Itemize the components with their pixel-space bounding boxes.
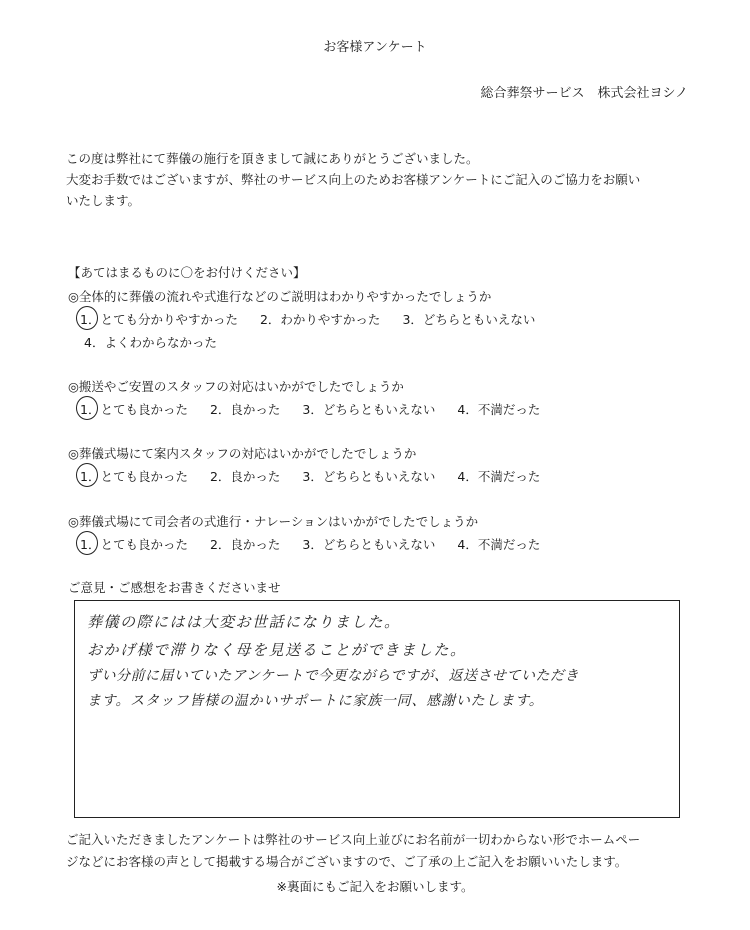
question-3-option-3[interactable]: 3．どちらともいえない <box>302 469 436 484</box>
question-2-option-1[interactable]: 1．とても良かった <box>80 400 188 418</box>
intro-line-2: 大変お手数ではございますが、弊社のサービス向上のためお客様アンケートにご記入のご協力をお願い <box>66 172 641 187</box>
question-1-option-4[interactable]: 4．よくわからなかった <box>84 335 217 350</box>
page-title: お客様アンケート <box>323 40 427 55</box>
question-1-option-2[interactable]: 2．わかりやすかった <box>259 312 381 327</box>
question-2-option-2[interactable]: 2．良かった <box>209 402 281 417</box>
selected-circle-mark <box>76 531 98 555</box>
footnote: ※裏面にもご記入をお願いします。 <box>276 879 474 894</box>
question-2-options <box>80 400 562 418</box>
selected-circle-mark <box>76 306 98 330</box>
question-3-option-2[interactable]: 2．良かった <box>209 469 281 484</box>
selected-circle-mark <box>76 396 98 420</box>
question-4-option-4[interactable]: 4．不満だった <box>457 537 541 552</box>
instruction: 【あてはまるものに〇をお付けください】 <box>68 265 306 280</box>
handwritten-comment-line-1: 葬儀の際にはは大変お世話になりました。 <box>87 613 401 631</box>
question-3-option-1[interactable]: 1．とても良かった <box>80 467 188 485</box>
question-4-option-3[interactable]: 3．どちらともいえない <box>302 537 436 552</box>
comment-label: ご意見・ご感想をお書きくださいませ <box>68 580 281 595</box>
intro-line-3: いたします。 <box>66 193 141 208</box>
handwritten-comment-line-2: おかげ様で滞りなく母を見送ることができました。 <box>87 641 467 659</box>
question-1-option-1[interactable]: 1．とても分かりやすかった <box>80 310 238 328</box>
question-4-options <box>80 535 562 553</box>
company-name: 総合葬祭サービス 株式会社ヨシノ <box>480 86 688 101</box>
question-1-option-3[interactable]: 3．どちらともいえない <box>402 312 536 327</box>
handwritten-comment-line-3: ずい分前に届いていたアンケートで今更ながらですが、返送させていただき <box>87 668 580 684</box>
question-4-option-1[interactable]: 1．とても良かった <box>80 535 188 553</box>
question-1-options <box>80 310 557 328</box>
footer-line-2: ジなどにお客様の声として掲載する場合がございますので、ご了承の上ご記入をお願いいたします。 <box>66 854 628 869</box>
question-4-option-2[interactable]: 2．良かった <box>209 537 281 552</box>
question-2-option-3[interactable]: 3．どちらともいえない <box>302 402 436 417</box>
question-3-options <box>80 467 562 485</box>
question-2-option-4[interactable]: 4．不満だった <box>457 402 541 417</box>
intro-line-1: この度は弊社にて葬儀の施行を頂きまして誠にありがとうございました。 <box>66 151 479 166</box>
question-1: ◎全体的に葬儀の流れや式進行などのご説明はわかりやすかったでしょうか <box>68 289 492 304</box>
question-2: ◎搬送やご安置のスタッフの対応はいかがでしたでしょうか <box>68 379 404 394</box>
handwritten-comment-line-4: ます。スタッフ皆様の温かいサポートに家族一同、感謝いたします。 <box>87 693 544 709</box>
selected-circle-mark <box>76 463 98 487</box>
question-3: ◎葬儀式場にて案内スタッフの対応はいかがでしたでしょうか <box>68 446 417 461</box>
question-4: ◎葬儀式場にて司会者の式進行・ナレーションはいかがでしたでしょうか <box>68 514 479 529</box>
question-3-option-4[interactable]: 4．不満だった <box>457 469 541 484</box>
footer-line-1: ご記入いただきましたアンケートは弊社のサービス向上並びにお名前が一切わからない形でホームペー <box>66 832 641 847</box>
comment-box[interactable] <box>74 600 680 818</box>
